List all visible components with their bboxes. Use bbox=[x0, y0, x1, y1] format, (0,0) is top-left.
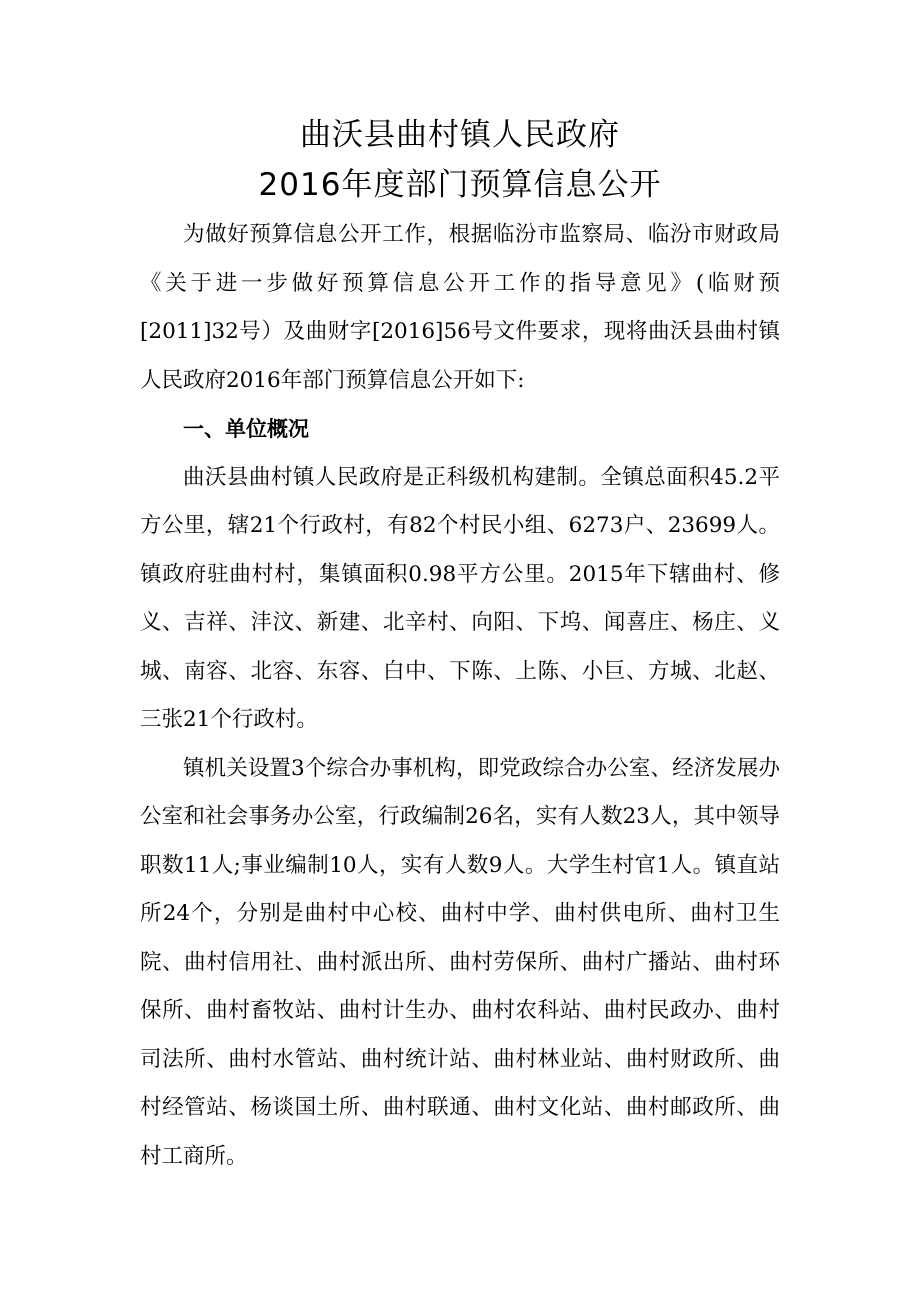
document-title-line1: 曲沃县曲村镇人民政府 bbox=[300, 117, 620, 153]
document-body bbox=[140, 211, 780, 1181]
document-title-line2: 2016年度部门预算信息公开 bbox=[258, 167, 662, 203]
unit-overview-paragraph-2: 镇机关设置3个综合办事机构，即党政综合办公室、经济发展办公室和社会事务办公室，行政编制26名，实有人数23人，其中领导职数11人;事业编制10人，实有人数9人。大学生村官1人。镇直站所24个，分别是曲村中心校、曲村中学、曲村供电所、曲村卫生院、曲村信用社、曲村派出所、曲村劳保所、曲村广播站、曲村环保所、曲村畜牧站、曲村计生办、曲村农科站、曲村民政办、曲村司法所、曲村水管站、曲村统计站、曲村林业站、曲村财政所、曲村经管站、杨谈国土所、曲村联通、曲村文化站、曲村邮政所、曲村工商所。 bbox=[140, 755, 780, 1169]
section-heading-unit-overview: 一、单位概况 bbox=[183, 417, 309, 441]
unit-overview-paragraph-1: 曲沃县曲村镇人民政府是正科级机构建制。全镇总面积45.2平方公里，辖21个行政村，有82个村民小组、6273户、23699人。镇政府驻曲村村，集镇面积0.98平方公里。2015年下辖曲村、修义、吉祥、沣汶、新建、北辛村、向阳、下坞、闻喜庄、杨庄、义城、南容、北容、东容、白中、下陈、上陈、小巨、方城、北赵、三张21个行政村。 bbox=[140, 464, 780, 732]
intro-paragraph: 为做好预算信息公开工作，根据临汾市监察局、临汾市财政局《关于进一步做好预算信息公开工作的指导意见》(临财预[2011]32号）及曲财字[2016]56号文件要求，现将曲沃县曲村镇人民政府2016年部门预算信息公开如下: bbox=[140, 222, 780, 393]
